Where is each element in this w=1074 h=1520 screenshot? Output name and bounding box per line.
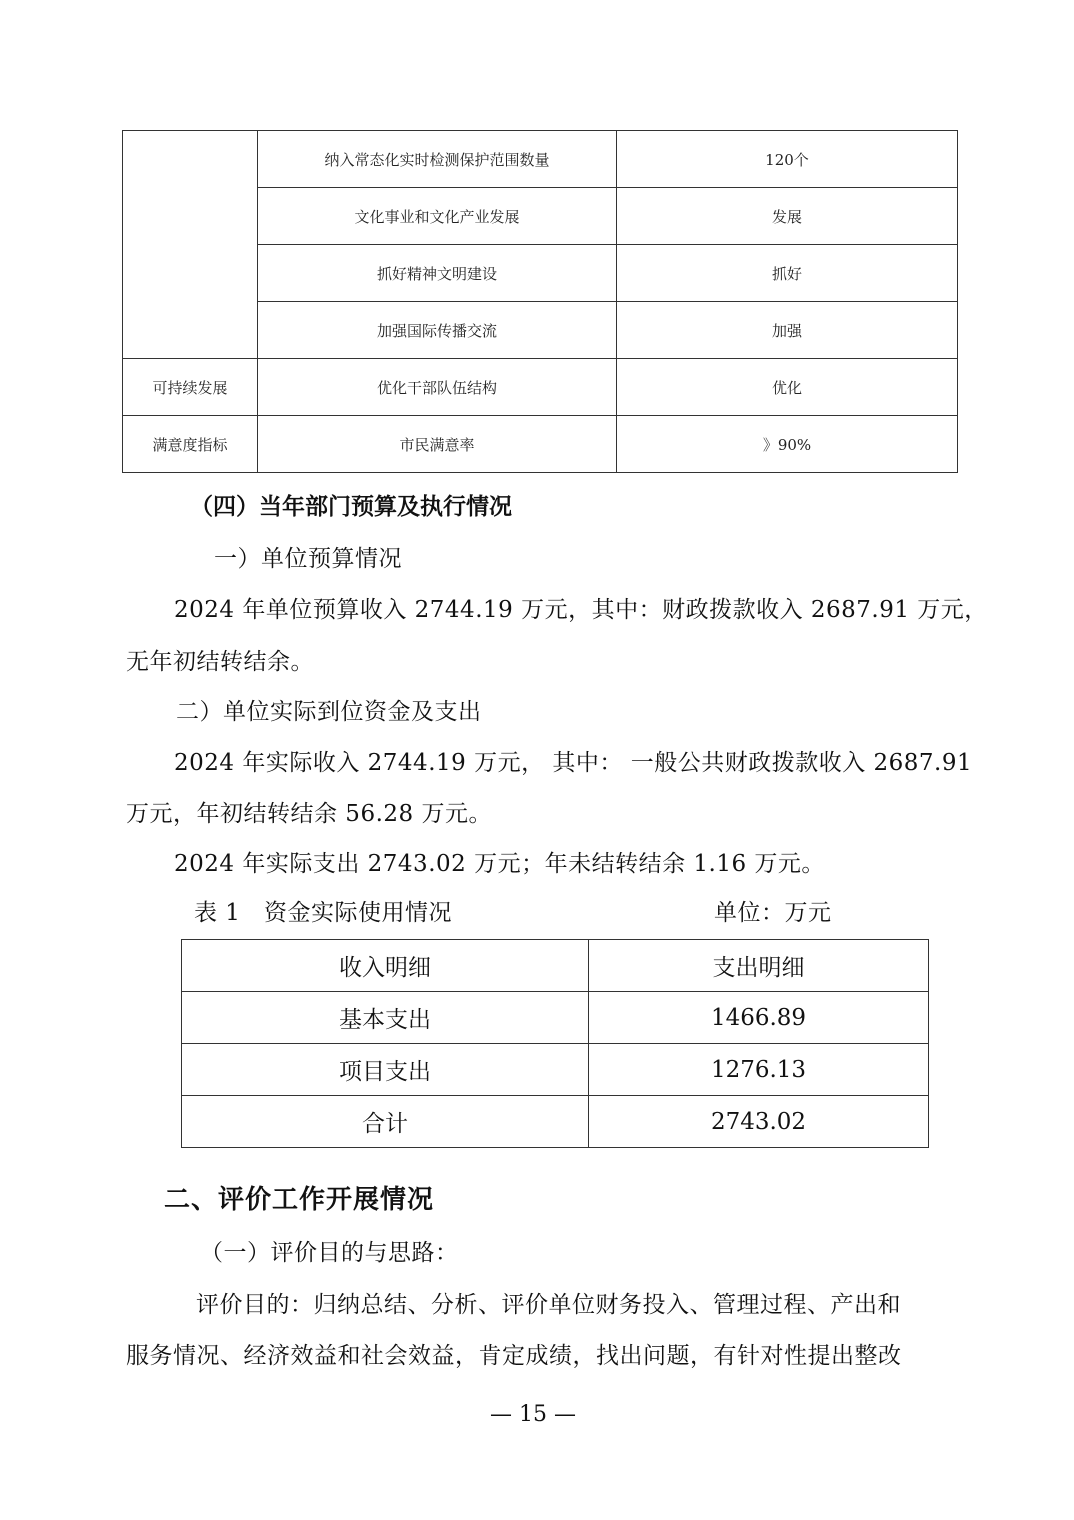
table-header-row [182,940,929,992]
table-cell: 基本支出 [182,992,589,1044]
indicator-value-cell: 加强 [617,302,958,359]
table-row [182,1096,929,1148]
table-cell: 1276.13 [589,1044,929,1096]
indicator-table [122,130,958,473]
table-row [182,992,929,1044]
table-cell: 合计 [182,1096,589,1148]
table-unit: 单位：万元 [714,900,832,926]
section-heading-budget: （四）当年部门预算及执行情况 [190,493,512,520]
paragraph-line: 无年初结转结余。 [126,649,314,675]
subheading-unit-budget: 一）单位预算情况 [214,546,402,572]
subheading-evaluation-purpose: （一）评价目的与思路： [200,1240,459,1266]
subheading-actual-funds: 二）单位实际到位资金及支出 [176,699,482,725]
paragraph-line: 服务情况、经济效益和社会效益，肯定成绩，找出问题，有针对性提出整改 [126,1343,902,1369]
indicator-value-cell: 发展 [617,188,958,245]
table-row [123,359,958,416]
indicator-name-cell: 文化事业和文化产业发展 [258,188,617,245]
indicator-value-cell: 抓好 [617,245,958,302]
paragraph-line: 2024 年实际收入 2744.19 万元， 其中： 一般公共财政拨款收入 2687.91 [174,750,973,776]
indicator-value-cell: 》90% [617,416,958,473]
section-heading-evaluation: 二、评价工作开展情况 [164,1185,435,1215]
paragraph-line: 2024 年单位预算收入 2744.19 万元，其中：财政拨款收入 2687.91 万元， [174,597,988,623]
indicator-name-cell: 市民满意率 [258,416,617,473]
table-cell: 项目支出 [182,1044,589,1096]
indicator-category-cell: 可持续发展 [123,359,258,416]
column-header: 收入明细 [182,940,589,992]
table-row [123,131,958,188]
indicator-value-cell: 120个 [617,131,958,188]
page-number: — 15 — [490,1402,576,1427]
indicator-name-cell: 优化干部队伍结构 [258,359,617,416]
paragraph-line: 万元，年初结转结余 56.28 万元。 [126,801,492,827]
indicator-name-cell: 抓好精神文明建设 [258,245,617,302]
table-caption: 表 1 资金实际使用情况 [194,900,452,926]
table-cell: 2743.02 [589,1096,929,1148]
indicator-name-cell: 纳入常态化实时检测保护范围数量 [258,131,617,188]
column-header: 支出明细 [589,940,929,992]
indicator-category-cell: 满意度指标 [123,416,258,473]
indicator-category-cell [123,131,258,359]
table-cell: 1466.89 [589,992,929,1044]
paragraph-line: 2024 年实际支出 2743.02 万元；年未结转结余 1.16 万元。 [174,851,825,877]
indicator-value-cell: 优化 [617,359,958,416]
indicator-name-cell: 加强国际传播交流 [258,302,617,359]
fund-usage-table [181,939,929,1148]
table-row [182,1044,929,1096]
paragraph-line: 评价目的：归纳总结、分析、评价单位财务投入、管理过程、产出和 [196,1292,901,1318]
table-row [123,416,958,473]
